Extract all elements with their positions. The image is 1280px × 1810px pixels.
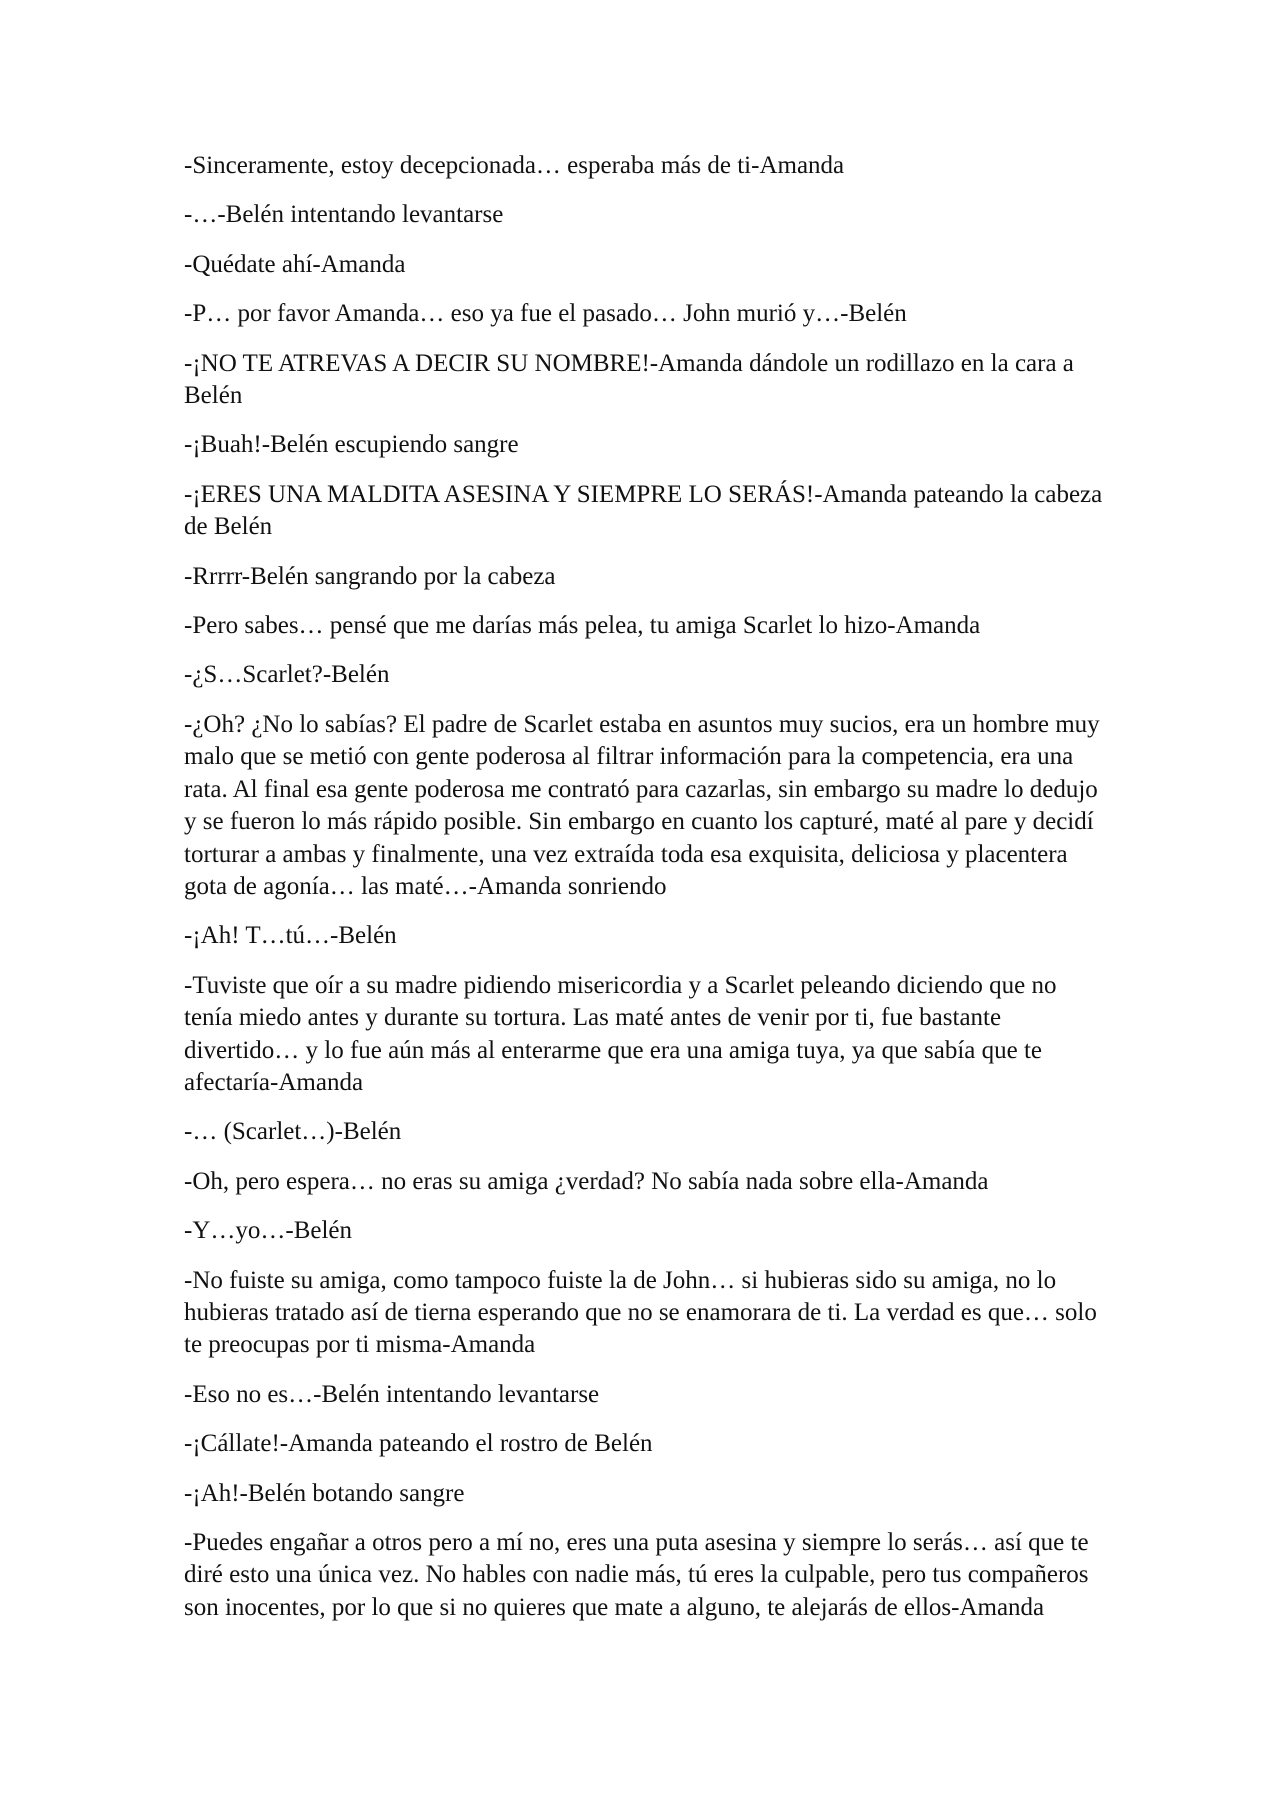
paragraph: -… (Scarlet…)-Belén (184, 1118, 402, 1146)
paragraph: -Sinceramente, estoy decepcionada… esperaba más de ti-Amanda (184, 152, 845, 179)
paragraph: -¡Ah! T…tú…-Belén (184, 922, 397, 950)
paragraph: -Pero sabes… pensé que me darías más pelea, tu amiga Scarlet lo hizo-Amanda (184, 612, 981, 640)
paragraph: -…-Belén intentando levantarse (184, 201, 504, 229)
paragraph: -Rrrrr-Belén sangrando por la cabeza (184, 562, 556, 590)
paragraph: -No fuiste su amiga, como tampoco fuiste la de John… si hubieras sido su amiga, no lo hubieras tratado así de tierna esperando que no se enamorara de ti. La verdad es que… solo te preocupas por ti misma-Amanda (184, 1266, 1097, 1359)
paragraph: -Puedes engañar a otros pero a mí no, eres una puta asesina y siempre lo serás… así que te diré esto una única vez. No hables con nadie más, tú eres la culpable, pero tus compañeros son inocentes, por lo que si no quieres que mate a alguno, te alejarás de ellos-Amanda (184, 1529, 1089, 1621)
paragraph: -¿Oh? ¿No lo sabías? El padre de Scarlet estaba en asuntos muy sucios, era un hombre muy malo que se metió con gente poderosa al filtrar información para la competencia, era una rata. Al final esa gente poderosa me contrató para cazarlas, sin embargo su madre lo dedujo y se fueron lo más rápido posible. Sin embargo en cuanto los capturé, maté al pare y decidí torturar a ambas y finalmente, una vez extraída toda esa exquisita, deliciosa y placentera gota de agonía… las maté…-Amanda sonriendo (184, 710, 1100, 900)
paragraph: -Quédate ahí-Amanda (184, 250, 406, 278)
paragraph: -¡Ah!-Belén botando sangre (184, 1479, 465, 1507)
paragraph: -¿S…Scarlet?-Belén (184, 661, 390, 689)
document-body (184, 150, 1104, 1641)
paragraph: -¡ERES UNA MALDITA ASESINA Y SIEMPRE LO SERÁS!-Amanda pateando la cabeza de Belén (184, 480, 1103, 541)
paragraph: -Eso no es…-Belén intentando levantarse (184, 1380, 600, 1408)
paragraph: -Oh, pero espera… no eras su amiga ¿verdad? No sabía nada sobre ella-Amanda (184, 1167, 989, 1195)
paragraph: -P… por favor Amanda… eso ya fue el pasado… John murió y…-Belén (184, 300, 907, 328)
paragraph: -¡Cállate!-Amanda pateando el rostro de Belén (184, 1430, 653, 1458)
paragraph: -Y…yo…-Belén (184, 1217, 353, 1245)
paragraph: -Tuviste que oír a su madre pidiendo misericordia y a Scarlet peleando diciendo que no tenía miedo antes y durante su tortura. Las maté antes de venir por ti, fue bastante divertido… y lo fue aún más al enterarme que era una amiga tuya, ya que sabía que te afectaría-Amanda (184, 971, 1057, 1096)
paragraph: -¡Buah!-Belén escupiendo sangre (184, 431, 519, 459)
paragraph: -¡NO TE ATREVAS A DECIR SU NOMBRE!-Amanda dándole un rodillazo en la cara a Belén (184, 349, 1074, 410)
